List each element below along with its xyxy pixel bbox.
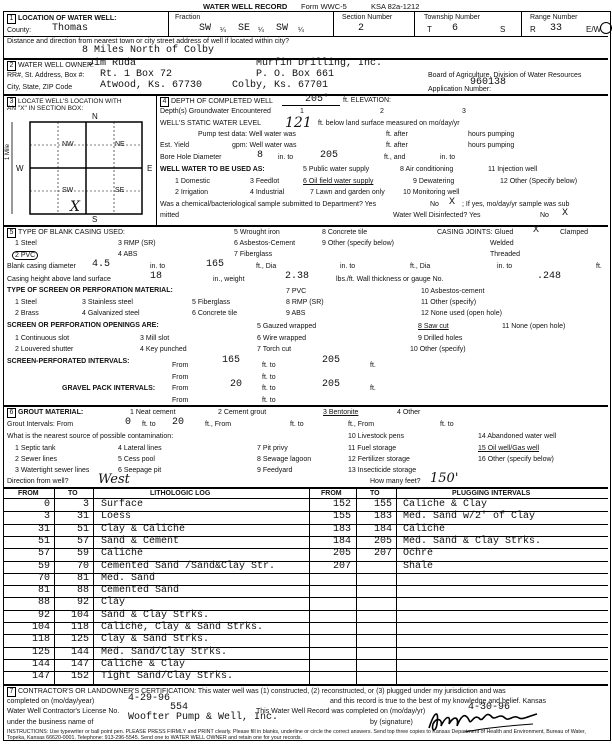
screen-11: 11 Other (specify) <box>421 299 477 306</box>
feet-label: How many feet? <box>370 478 421 485</box>
section-value: 2 <box>358 23 365 34</box>
diameter-in-to-2: in. to <box>340 263 356 270</box>
perf-from: From <box>172 362 189 369</box>
city-label: City, State, ZIP Code <box>7 84 73 91</box>
perf-from-2: From <box>172 374 189 381</box>
row-to: 81 <box>76 572 89 584</box>
license-label: Water Well Contractor's License No. <box>7 708 120 715</box>
application-number: 960138 <box>470 77 507 88</box>
opening-7: 7 Torch cut <box>257 346 292 353</box>
screen-5: 5 Fiberglass <box>192 299 231 306</box>
grout-intervals-label: Grout Intervals: From <box>7 421 74 428</box>
row-from: 51 <box>37 535 50 547</box>
row-from: 183 <box>332 523 351 535</box>
chem-label: Was a chemical/bacteriological sample submitted to Department? Yes <box>160 201 377 208</box>
log-to-header-2: TO <box>370 490 380 497</box>
row-desc: Sand & Cement <box>101 535 180 547</box>
use-7: 7 Lawn and garden only <box>310 189 385 196</box>
diameter-label: Blank casing diameter <box>7 263 76 270</box>
contam-14: 14 Abandoned water well <box>478 433 557 440</box>
gravel-from-value: 20 <box>230 379 243 390</box>
static-level-label: WELL'S STATIC WATER LEVEL <box>160 120 262 127</box>
county-label: County: <box>7 27 32 34</box>
chem-mitted: mitted <box>160 212 180 219</box>
row-desc: Clay & Caliche <box>101 523 186 535</box>
contam-1: 1 Septic tank <box>15 445 56 452</box>
row-to: 207 <box>373 548 392 560</box>
row-desc: Caliche, Clay & Sand Strks. <box>101 622 264 633</box>
row-desc: Sand & Clay Strks. <box>101 609 210 621</box>
row-from: 205 <box>332 548 351 560</box>
row-desc: Med. Sand & Clay Strks. <box>403 535 542 547</box>
section-3-label: 3 LOCATE WELL'S LOCATION WITH <box>7 97 122 107</box>
casing-welded: Welded <box>490 240 514 247</box>
bore-diameter: 8 <box>257 150 264 161</box>
gauge-value: .248 <box>537 271 562 282</box>
row-to: 59 <box>76 548 89 560</box>
casing-3: 3 RMP (SR) <box>118 240 156 247</box>
pump-test-label: Pump test data: Well water was <box>198 131 296 138</box>
record-date-label: This Water Well Record was completed on (mo/day/yr) <box>256 708 426 715</box>
openings-label: SCREEN OR PERFORATION OPENINGS ARE: <box>7 322 159 329</box>
address-label: RR#, St. Address, Box #: <box>7 72 85 79</box>
bore-label: Bore Hole Diameter <box>160 154 222 161</box>
distance-label: Distance and direction from nearest town or city street address of well if located within city? <box>7 38 290 45</box>
section-2-label: 2 WATER WELL OWNER: <box>7 61 94 71</box>
grout-ft-to-3: ft. to <box>440 421 454 428</box>
grout-4: 4 Other <box>397 409 421 416</box>
elevation-label: ft. ELEVATION: <box>343 97 391 104</box>
row-to: 125 <box>70 634 89 646</box>
gravel-ft: ft. <box>370 385 376 392</box>
casing-threaded: Threaded <box>490 251 520 258</box>
grout-to: 20 <box>172 417 185 428</box>
gravel-from-2: From <box>172 397 189 404</box>
section-6-label: 6 GROUT MATERIAL: <box>7 408 83 418</box>
groundwater-label: Depth(s) Groundwater Encountered <box>160 108 271 115</box>
row-desc: Cemented Sand /Sand&Clay Str. <box>101 560 276 572</box>
static-level-value: 121 <box>285 115 312 131</box>
row-to: 104 <box>70 609 89 621</box>
bore-to: 205 <box>320 150 339 161</box>
row-to: 118 <box>70 622 89 633</box>
quadrant-nw: NW <box>62 141 74 148</box>
opening-10: 10 Other (specify) <box>410 346 466 353</box>
quarter-2: SE <box>238 23 251 34</box>
fraction-label: Fraction <box>175 14 201 21</box>
row-desc: Surface <box>101 499 144 510</box>
use-5: 5 Public water supply <box>303 166 370 173</box>
contam-7: 7 Pit privy <box>257 445 288 452</box>
bore-in-to: in. to <box>278 154 294 161</box>
screen-3: 3 Stainless steel <box>82 299 133 306</box>
diameter-ft: ft. <box>596 263 602 270</box>
row-desc: Loess <box>101 511 132 523</box>
screen-12: 12 None used (open hole) <box>421 310 502 317</box>
row-to: 3 <box>82 499 89 510</box>
screen-7: 7 PVC <box>286 288 307 295</box>
height-label: Casing height above land surface <box>7 276 111 283</box>
quarter-mark: ¼ <box>220 27 226 34</box>
row-from: 31 <box>37 523 50 535</box>
opening-1: 1 Continuous slot <box>15 335 70 342</box>
grout-2: 2 Cement grout <box>218 409 267 416</box>
weight-value: 2.38 <box>285 271 310 282</box>
contam-10: 10 Livestock pens <box>348 433 405 440</box>
diameter-ft-dia-2: ft., Dia <box>410 263 431 270</box>
distance-value: 8 Miles North of Colby <box>82 45 215 56</box>
perf-ft: ft. <box>370 362 376 369</box>
township-suffix: S <box>500 25 506 34</box>
casing-2-selected: 2 PVC <box>12 251 38 260</box>
direction-value: West <box>98 472 130 487</box>
row-to: 31 <box>76 511 89 523</box>
screen-label: TYPE OF SCREEN OR PERFORATION MATERIAL: <box>7 287 173 294</box>
range-ew: E/W <box>586 25 602 34</box>
screen-6: 6 Concrete tile <box>192 310 238 317</box>
grout-ft-from-2: ft., From <box>348 421 375 428</box>
township-prefix: T <box>427 25 432 34</box>
row-from: 3 <box>43 511 50 523</box>
row-from: 57 <box>37 548 50 560</box>
pump-hours: hours pumping <box>468 131 515 138</box>
north-label: N <box>92 112 98 121</box>
gw-1: 1 <box>300 108 304 115</box>
diameter-ft-dia: ft., Dia <box>256 263 277 270</box>
row-from: 207 <box>332 560 351 572</box>
chem-no-x: X <box>449 197 456 208</box>
driller-name: Murfin Drilling, Inc. <box>256 58 383 69</box>
range-value: 33 <box>550 23 563 34</box>
contam-3: 3 Watertight sewer lines <box>15 467 90 474</box>
row-from: 70 <box>37 572 50 584</box>
casing-clamped: Clamped <box>560 229 589 236</box>
use-1: 1 Domestic <box>175 178 211 185</box>
wall-label: lbs./ft. Wall thickness or gauge No. <box>336 276 444 283</box>
height-value: 18 <box>150 271 163 282</box>
row-to: 92 <box>76 597 89 609</box>
weight-label: in., weight <box>213 276 245 283</box>
row-from: 92 <box>37 609 50 621</box>
perf-from-value: 165 <box>222 355 241 366</box>
use-4: 4 Industrial <box>250 189 285 196</box>
row-to: 147 <box>70 658 89 670</box>
perf-to-value: 205 <box>322 355 341 366</box>
cert-tail: and this record is true to the best of my knowledge and belief. Kansas <box>330 698 546 705</box>
opening-4: 4 Key punched <box>140 346 187 353</box>
quarter-mark: ¼ <box>258 27 264 34</box>
opening-9: 9 Drilled holes <box>418 335 463 342</box>
owner-city: Atwood, Ks. 67730 <box>100 80 203 91</box>
screen-2: 2 Brass <box>15 310 39 317</box>
row-desc: Med. Sand w/2' of Clay <box>403 511 536 523</box>
row-from: 81 <box>37 585 50 597</box>
row-from: 104 <box>31 622 50 633</box>
casing-9: 9 Other (specify below) <box>322 240 394 247</box>
opening-6: 6 Wire wrapped <box>257 335 307 342</box>
row-from: 144 <box>31 658 50 670</box>
well-location-x: X <box>70 199 80 215</box>
diameter-to: 165 <box>206 259 225 270</box>
use-6-selected: 6 Oil field water supply <box>303 178 374 185</box>
record-date: 4-30-96 <box>468 702 511 713</box>
row-to: 144 <box>70 646 89 658</box>
row-from: 125 <box>31 646 50 658</box>
row-desc: Shale <box>403 560 434 572</box>
direction-label: Direction from well? <box>7 478 69 485</box>
section-5-label: 5 TYPE OF BLANK CASING USED: <box>7 228 125 238</box>
form-title: WATER WELL RECORD <box>203 2 288 11</box>
opening-3: 3 Mill slot <box>140 335 170 342</box>
contam-2: 2 Sewer lines <box>15 456 58 463</box>
chem-rest: ; If yes, mo/day/yr sample was sub <box>462 201 570 208</box>
diameter-in-to-3: in. to <box>497 263 513 270</box>
quadrant-ne: NE <box>115 141 125 148</box>
south-label: S <box>92 215 98 224</box>
use-3: 3 Feedlot <box>250 178 280 185</box>
quadrant-se: SE <box>115 187 125 194</box>
application-label: Application Number: <box>428 86 492 93</box>
row-desc: Caliche <box>403 523 446 535</box>
east-label: E <box>147 164 153 173</box>
contam-4: 4 Lateral lines <box>118 445 162 452</box>
county-value: Thomas <box>52 23 89 34</box>
row-from: 118 <box>31 634 50 646</box>
bore-and: ft., and <box>384 154 406 161</box>
disinfect-label: Water Well Disinfected? Yes <box>393 212 481 219</box>
section-1-label: 1 LOCATION OF WATER WELL: <box>7 14 117 24</box>
section-number-label: Section Number <box>342 14 393 21</box>
license-number: 554 <box>170 702 189 713</box>
feet-value: 150' <box>430 471 459 486</box>
row-to: 184 <box>373 523 392 535</box>
contam-8: 8 Sewage lagoon <box>257 456 312 463</box>
row-from: 88 <box>37 597 50 609</box>
screen-4: 4 Galvanized steel <box>82 310 140 317</box>
range-number-label: Range Number <box>530 14 578 21</box>
row-to: 183 <box>373 511 392 523</box>
gravel-from: From <box>172 385 189 392</box>
bore-in-to-2: in. to <box>440 154 456 161</box>
driller-city: Colby, Ks. 67701 <box>232 80 329 91</box>
casing-4: 4 ABS <box>118 251 138 258</box>
business-label: under the business name of <box>7 719 94 726</box>
owner-name: Jim Ruda <box>88 58 137 69</box>
completed-label: completed on (mo/day/year) <box>7 698 95 705</box>
form-number: Form WWC-5 <box>301 2 347 11</box>
opening-2: 2 Louvered shutter <box>15 346 74 353</box>
contam-16: 16 Other (specify below) <box>478 456 554 463</box>
screen-9: 9 ABS <box>286 310 306 317</box>
signature-label: by (signature) <box>370 719 413 726</box>
quarter-mark: ¼ <box>298 27 304 34</box>
gravel-ft-to-2: ft. to <box>262 397 276 404</box>
row-desc: Cemented Sand <box>101 585 180 597</box>
gravel-ft-to: ft. to <box>262 385 276 392</box>
contam-11: 11 Fuel storage <box>348 445 397 452</box>
row-desc: Med. Sand/Clay Strks. <box>101 646 228 658</box>
casing-8: 8 Concrete tile <box>322 229 368 236</box>
perf-ft-to-2: ft. to <box>262 374 276 381</box>
contam-5: 5 Cess pool <box>118 456 155 463</box>
perf-label: SCREEN-PERFORATED INTERVALS: <box>7 358 130 365</box>
screen-8: 8 RMP (SR) <box>286 299 324 306</box>
yield-hours: hours pumping <box>468 142 515 149</box>
quarter-3: SW <box>276 23 289 34</box>
use-10: 10 Monitoring well <box>403 189 460 196</box>
completed-depth: 205' <box>305 94 330 105</box>
gw-2: 2 <box>380 108 384 115</box>
casing-joints-x: X <box>533 225 540 236</box>
row-desc: Tight Sand/Clay Strks. <box>101 671 234 683</box>
row-desc: Clay <box>101 597 126 609</box>
township-value: 6 <box>452 23 459 34</box>
row-desc: Caliche & Clay <box>101 658 186 670</box>
casing-5: 5 Wrought iron <box>234 229 280 236</box>
yield-gpm: gpm: Well water was <box>232 142 297 149</box>
use-9: 9 Dewatering <box>413 178 455 185</box>
use-2: 2 Irrigation <box>175 189 209 196</box>
owner-address: Rt. 1 Box 72 <box>100 69 173 80</box>
contam-6: 6 Seepage pit <box>118 467 162 474</box>
grout-ft-to-2: ft. to <box>290 421 304 428</box>
row-to: 70 <box>76 560 89 572</box>
gravel-label: GRAVEL PACK INTERVALS: <box>62 385 156 392</box>
opening-11: 11 None (open hole) <box>502 323 566 330</box>
use-12: 12 Other (Specify below) <box>500 178 578 185</box>
lithologic-header: LITHOLOGIC LOG <box>150 490 211 497</box>
row-from: 0 <box>43 499 50 510</box>
disinfect-no: No <box>540 212 549 219</box>
section-7-label: 7 CONTRACTOR'S OR LANDOWNER'S CERTIFICATION: This water well was (1) constructed, (2) reconstructed, or (3) plugged under my jurisdiction and was <box>7 687 506 697</box>
section-4-label: 4 DEPTH OF COMPLETED WELL <box>160 97 273 107</box>
static-level-rest: ft. below land surface measured on mo/day/yr <box>318 120 460 127</box>
opening-8-selected: 8 Saw cut <box>418 323 449 330</box>
gravel-to-value: 205 <box>322 379 341 390</box>
contam-9: 9 Feedyard <box>257 467 293 474</box>
perf-ft-to: ft. to <box>262 362 276 369</box>
screen-1: 1 Steel <box>15 299 37 306</box>
diameter-in-to: in. to <box>150 263 166 270</box>
contam-12: 12 Fertilizer storage <box>348 456 410 463</box>
row-to: 51 <box>76 523 89 535</box>
row-from: 147 <box>31 671 50 683</box>
west-label: W <box>16 164 24 173</box>
use-11: 11 Injection well <box>488 166 538 173</box>
quadrant-sw: SW <box>62 187 74 194</box>
log-to-header: TO <box>68 490 78 497</box>
grout-ft-to: ft. to <box>142 421 156 428</box>
opening-5: 5 Gauzed wrapped <box>257 323 317 330</box>
yield-after: ft. after <box>386 142 408 149</box>
casing-6: 6 Asbestos-Cement <box>234 240 296 247</box>
row-desc: Med. Sand <box>101 572 156 584</box>
plugging-header: PLUGGING INTERVALS <box>452 490 531 497</box>
range-prefix: R <box>530 25 536 34</box>
casing-1: 1 Steel <box>15 240 37 247</box>
section-3-label-2: AN "X" IN SECTION BOX: <box>7 105 84 112</box>
casing-joints: CASING JOINTS: Glued <box>437 229 514 236</box>
disinfect-no-x: X <box>562 208 569 219</box>
diameter-value: 4.5 <box>92 259 111 270</box>
row-from: 59 <box>37 560 50 572</box>
contam-13: 13 Insecticide storage <box>348 467 417 474</box>
row-desc: Caliche <box>101 548 144 560</box>
gw-3: 3 <box>462 108 466 115</box>
row-desc: Caliche & Clay <box>403 499 488 510</box>
casing-7: 7 Fiberglass <box>234 251 273 258</box>
row-to: 88 <box>76 585 89 597</box>
row-desc: Ochre <box>403 548 434 560</box>
chem-no: No <box>430 201 439 208</box>
log-from-header: FROM <box>18 490 39 497</box>
pump-after: ft. after <box>386 131 408 138</box>
grout-from: 0 <box>125 417 132 428</box>
driller-address: P. O. Box 661 <box>256 69 335 80</box>
business-name: Woofter Pump & Well, Inc. <box>128 712 279 723</box>
screen-10: 10 Asbestos-cement <box>421 288 485 295</box>
grout-3-selected: 3 Bentonite <box>323 409 359 416</box>
log-from-header-2: FROM <box>321 490 342 497</box>
row-to: 155 <box>373 499 392 510</box>
row-desc: Clay & Sand Strks. <box>101 634 210 646</box>
yield-label: Est. Yield <box>160 142 190 149</box>
contam-15-selected: 15 Oil well/Gas well <box>478 445 540 452</box>
mile-label: 1 Mile <box>5 143 11 160</box>
row-to: 152 <box>70 671 89 683</box>
contam-label: What is the nearest source of possible contamination: <box>7 433 174 440</box>
board-label: Board of Agriculture, Division of Water Resources <box>428 72 582 79</box>
row-from: 184 <box>332 535 351 547</box>
row-from: 155 <box>332 511 351 523</box>
completed-date: 4-29-96 <box>128 693 171 704</box>
use-8: 8 Air conditioning <box>400 166 454 173</box>
township-number-label: Township Number <box>424 14 481 21</box>
grout-ft-from: ft., From <box>205 421 232 428</box>
row-to: 57 <box>76 535 89 547</box>
ksa-number: KSA 82a-1212 <box>371 2 420 11</box>
quarter-1: SW <box>199 23 212 34</box>
instructions: INSTRUCTIONS: Use typewriter or ball point pen. PLEASE PRESS FIRMLY and PRINT clearly. Please fill in blanks, underline or circle the correct answers. Send top three copies to Kansas Department of Health and Environment, Bureau of Water, Topeka, Kansas 66620-0001. Telephone: 913-296-5545. Send one to WATER WELL OWNER and retain one for your records. <box>7 729 586 741</box>
row-to: 205 <box>373 535 392 547</box>
row-from: 152 <box>332 499 351 510</box>
grout-1: 1 Neat cement <box>130 409 176 416</box>
well-use-label: WELL WATER TO BE USED AS: <box>160 166 265 173</box>
